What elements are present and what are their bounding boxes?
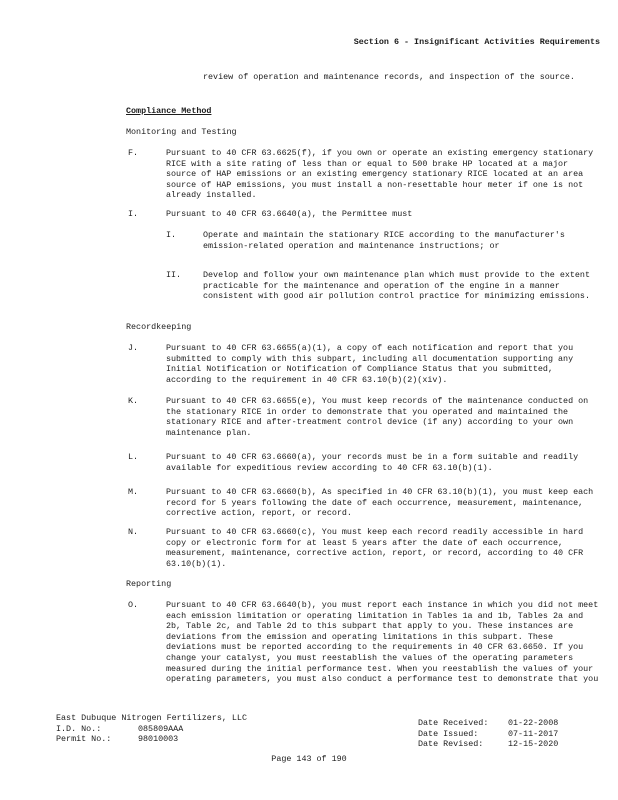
permit-label: Permit No.: xyxy=(56,734,112,745)
id-number-row xyxy=(56,724,247,735)
permit-number-row xyxy=(56,734,247,745)
subitem-1-number: I. xyxy=(166,230,177,240)
date-revised-row xyxy=(418,739,558,750)
date-received-label: Date Received: xyxy=(418,718,489,728)
date-issued-row xyxy=(418,729,558,740)
footer-dates-block xyxy=(418,718,558,750)
reporting-heading: Reporting xyxy=(126,579,172,589)
id-label: I.D. No.: xyxy=(56,723,102,734)
permit-value: 98010003 xyxy=(138,734,179,745)
id-value: 085809AAA xyxy=(138,723,184,734)
page-number: Page 143 of 190 xyxy=(271,754,347,764)
section-header: Section 6 - Insignificant Activities Requirements xyxy=(353,37,600,47)
subitem-2-text: Develop and follow your own maintenance plan which must provide to the extent practicable for the maintenance and operation of the engine in a manner consistent with good air pollution control practice for minimizing emissions. xyxy=(203,270,590,302)
subitem-2-number: II. xyxy=(166,270,182,280)
item-f-letter: F. xyxy=(128,148,139,158)
item-m-text: Pursuant to 40 CFR 63.6660(b), As specified in 40 CFR 63.10(b)(1), you must keep each record for 5 years following the date of each occurrence, measurement, maintenance, corrective action, report, or record. xyxy=(166,487,594,519)
continued-text: review of operation and maintenance records, and inspection of the source. xyxy=(203,72,575,82)
item-k-text: Pursuant to 40 CFR 63.6655(e), You must keep records of the maintenance conducted on the stationary RICE in order to demonstrate that you operated and maintained the stationary RICE and after-treatment control device (if any) according to your own maintenance plan. xyxy=(166,396,589,438)
subitem-1-text: Operate and maintain the stationary RICE according to the manufacturer's emission-related operation and maintenance instructions; or xyxy=(203,230,565,251)
item-o-letter: O. xyxy=(128,600,139,610)
footer-facility-block xyxy=(56,713,247,745)
item-m-letter: M. xyxy=(128,487,139,497)
item-n-letter: N. xyxy=(128,527,139,537)
date-received-row xyxy=(418,718,558,729)
item-n-text: Pursuant to 40 CFR 63.6660(c), You must keep each record readily accessible in hard copy or electronic form for at least 5 years after the date of each occurrence, measurement, maintenance, corrective action, report, or record, according to 40 CFR 63.10(b)(1). xyxy=(166,527,584,569)
compliance-method-heading: Compliance Method xyxy=(126,106,212,116)
item-j-letter: J. xyxy=(128,343,139,353)
item-l-letter: L. xyxy=(128,452,139,462)
date-received-value: 01-22-2008 xyxy=(508,718,559,728)
monitoring-testing-heading: Monitoring and Testing xyxy=(126,127,237,137)
recordkeeping-heading: Recordkeeping xyxy=(126,322,192,332)
item-i-text: Pursuant to 40 CFR 63.6640(a), the Permittee must xyxy=(166,209,413,219)
date-revised-value: 12-15-2020 xyxy=(508,739,559,750)
item-f-text: Pursuant to 40 CFR 63.6625(f), if you own or operate an existing emergency stationary RICE with a site rating of less than or equal to 500 brake HP located at a major source of HAP emissions or an existing emergency stationary RICE located at an area source of HAP emissions, you must install a non-resettable hour meter if one is not already installed. xyxy=(166,148,594,201)
item-l-text: Pursuant to 40 CFR 63.6660(a), your records must be in a form suitable and readily available for expeditious review according to 40 CFR 63.10(b)(1). xyxy=(166,452,579,473)
date-revised-label: Date Revised: xyxy=(418,739,484,750)
item-i-letter: I. xyxy=(128,209,139,219)
item-o-text: Pursuant to 40 CFR 63.6640(b), you must report each instance in which you did not meet each emission limitation or operating limitation in Tables 1a and 1b, Tables 2a and 2b, Table 2c, and Table 2d to this subpart that apply to you. These instances are deviations from the emission and operating limitations in this subpart. These deviations must be reported according to the requirements in 40 CFR 63.6650. If you change your catalyst, you must reestablish the values of the operating parameters measured during the initial performance test. When you reestablish the values of your operating parameters, you must also conduct a performance test to demonstrate that you xyxy=(166,600,599,685)
company-name: East Dubuque Nitrogen Fertilizers, LLC xyxy=(56,713,247,723)
item-j-text: Pursuant to 40 CFR 63.6655(a)(1), a copy of each notification and report that you submitted to comply with this subpart, including all documentation supporting any Initial Notification or Notification of Compliance Status that you submitted, according to the requirement in 40 CFR 63.10(b)(2)(xiv). xyxy=(166,343,574,385)
date-issued-label: Date Issued: xyxy=(418,728,479,739)
date-issued-value: 07-11-2017 xyxy=(508,728,559,739)
item-k-letter: K. xyxy=(128,396,139,406)
